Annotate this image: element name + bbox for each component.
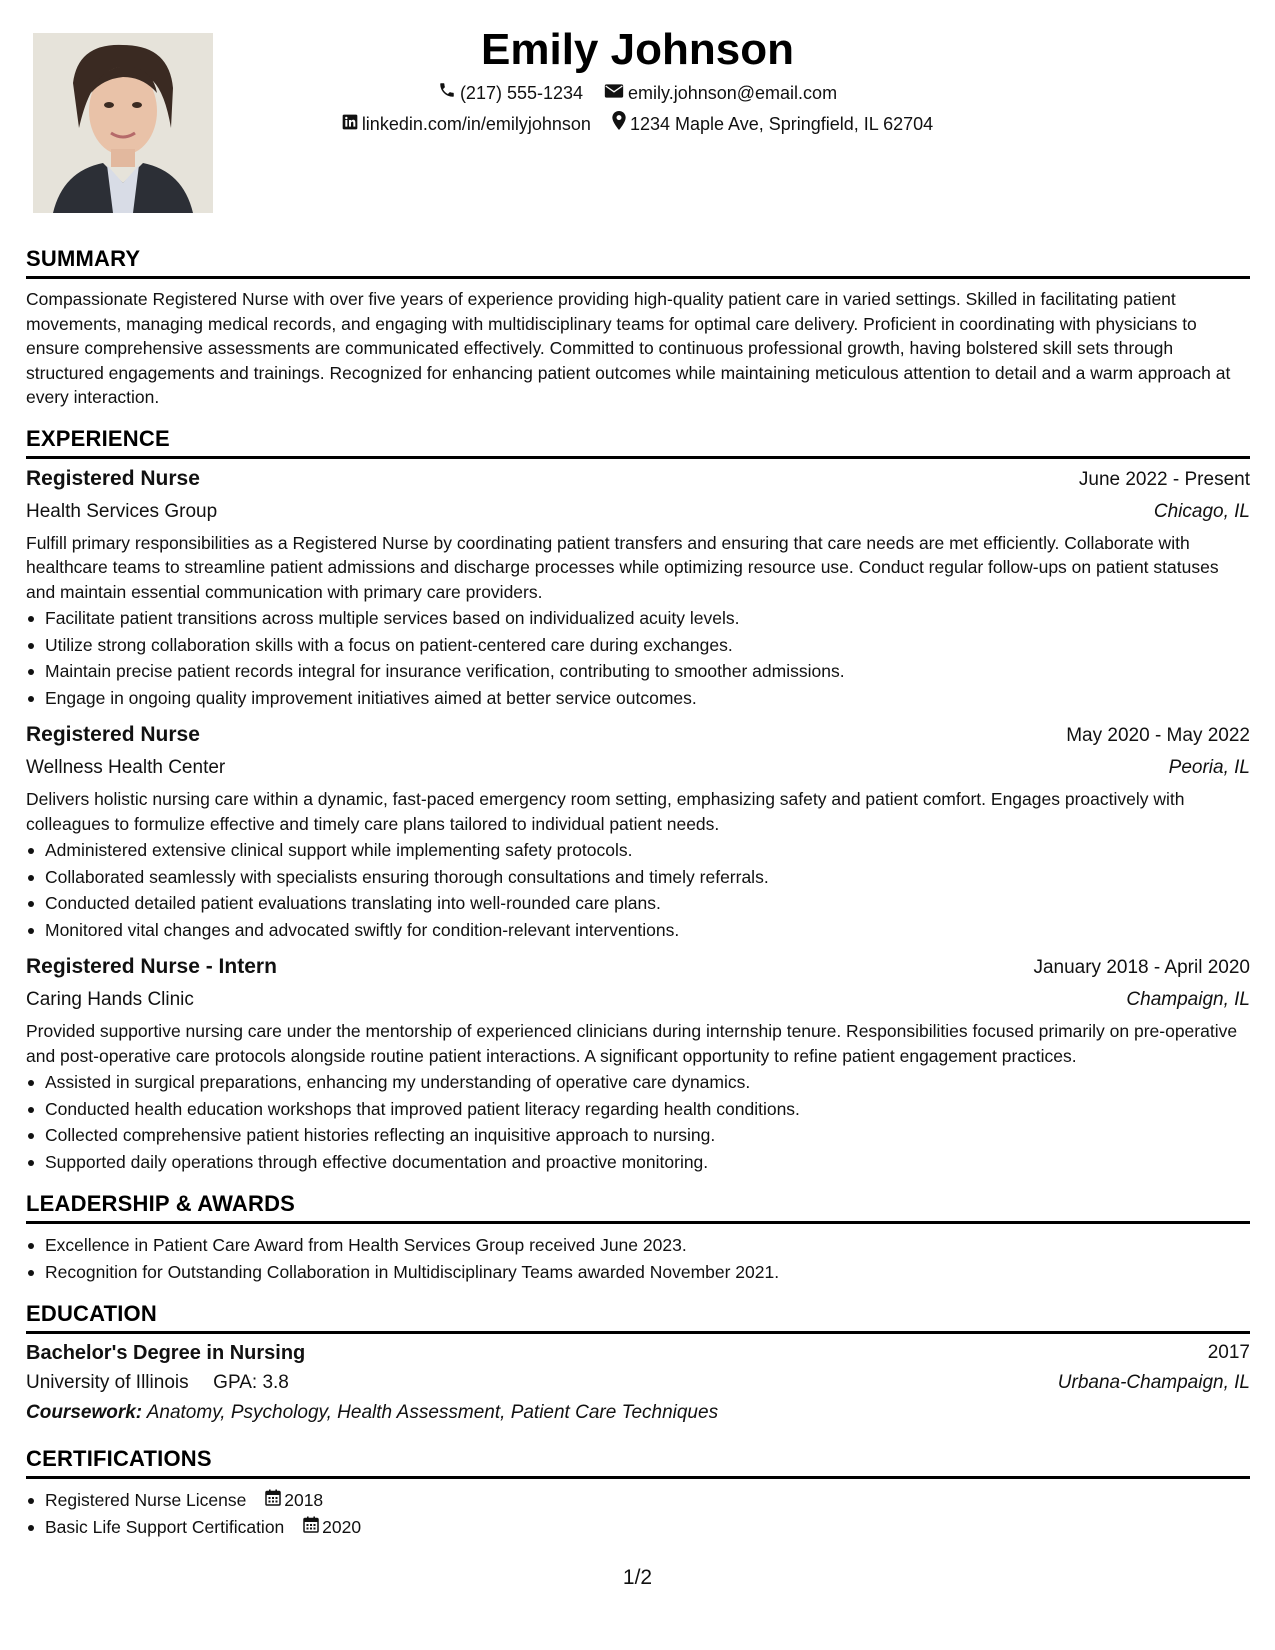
summary-section bbox=[26, 244, 1250, 410]
job-company: Health Services Group bbox=[26, 500, 218, 522]
envelope-icon bbox=[604, 78, 628, 109]
list-item: Collected comprehensive patient histories reflecting an inquisitive approach to nursing. bbox=[26, 1122, 1250, 1149]
street-address: 1234 Maple Ave, Springfield, IL 62704 bbox=[629, 114, 934, 134]
job-location: Peoria, IL bbox=[1168, 757, 1250, 778]
school-location: Urbana-Champaign, IL bbox=[1057, 1372, 1250, 1393]
coursework-list: Anatomy, Psychology, Health Assessment, Patient Care Techniques bbox=[146, 1402, 719, 1423]
experience-section bbox=[26, 424, 1250, 1176]
job-title: Registered Nurse bbox=[26, 723, 200, 746]
section-title-experience: EXPERIENCE bbox=[26, 425, 170, 451]
list-item: Conducted detailed patient evaluations translating into well-rounded care plans. bbox=[26, 890, 1250, 917]
certification-year: 2020 bbox=[322, 1516, 362, 1537]
job-bullets bbox=[26, 605, 1250, 711]
section-divider bbox=[26, 456, 1250, 459]
coursework-label: Coursework: bbox=[26, 1402, 143, 1423]
section-divider bbox=[26, 1331, 1250, 1334]
contact-line-1 bbox=[0, 78, 1275, 109]
certifications-section bbox=[26, 1444, 1250, 1540]
resume-header bbox=[0, 22, 1275, 140]
job-company: Wellness Health Center bbox=[26, 757, 226, 778]
page-number: 1/2 bbox=[622, 1566, 653, 1589]
certification-name: Basic Life Support Certification bbox=[45, 1516, 285, 1537]
awards-section bbox=[26, 1189, 1250, 1285]
job-title: Registered Nurse bbox=[26, 466, 200, 490]
list-item: Administered extensive clinical support while implementing safety protocols. bbox=[26, 837, 1250, 864]
section-title-summary: SUMMARY bbox=[26, 246, 141, 271]
email-address[interactable]: emily.johnson@email.com bbox=[628, 83, 838, 103]
linkedin-contact[interactable] bbox=[342, 109, 591, 140]
list-item bbox=[26, 1514, 1250, 1541]
section-divider bbox=[26, 1221, 1250, 1224]
list-item: Recognition for Outstanding Collaboration in Multidisciplinary Teams awarded November 2021. bbox=[26, 1259, 1250, 1286]
summary-text: Compassionate Registered Nurse with over five years of experience providing high-quality patient care in varied settings. Skilled in facilitating patient movements, managing medical records, and engaging with multidisciplinary teams for optimal care delivery. Proficient in coordinating with physicians to ensure comprehensive assessments are communicated effectively. Committed to continuous professional growth, having bolstered skill sets through structured engagements and trainings. Recognized for enhancing patient outcomes while maintaining meticulous attention to detail and a warm approach at every interaction. bbox=[26, 289, 1231, 407]
list-item: Collaborated seamlessly with specialists ensuring thorough consultations and timely referrals. bbox=[26, 864, 1250, 891]
candidate-name: Emily Johnson bbox=[481, 25, 794, 74]
list-item: Conducted health education workshops that improved patient literacy regarding health conditions. bbox=[26, 1096, 1250, 1123]
certification-name: Registered Nurse License bbox=[45, 1490, 247, 1510]
job-bullets bbox=[26, 1069, 1250, 1175]
gpa: GPA: 3.8 bbox=[213, 1372, 289, 1393]
job-description: Delivers holistic nursing care within a dynamic, fast-paced emergency room setting, emphasizing safety and patient comfort. Engages proactively with colleagues to formulize effective and timely care plans tailored to individual patient needs. bbox=[26, 789, 1185, 834]
contact-line-2 bbox=[0, 109, 1275, 140]
job-dates: June 2022 - Present bbox=[1078, 468, 1250, 490]
job-location: Chicago, IL bbox=[1153, 500, 1250, 522]
coursework bbox=[26, 1398, 1250, 1428]
calendar-icon bbox=[265, 1487, 284, 1514]
section-divider bbox=[26, 1476, 1250, 1479]
linkedin-url[interactable]: linkedin.com/in/emilyjohnson bbox=[361, 114, 591, 134]
list-item: Engage in ongoing quality improvement initiatives aimed at better service outcomes. bbox=[26, 685, 1250, 712]
list-item: Facilitate patient transitions across multiple services based on individualized acuity levels. bbox=[26, 605, 1250, 632]
job-dates: May 2020 - May 2022 bbox=[1066, 725, 1250, 746]
graduation-year: 2017 bbox=[1207, 1342, 1250, 1363]
list-item: Supported daily operations through effective documentation and proactive monitoring. bbox=[26, 1149, 1250, 1176]
job-bullets bbox=[26, 837, 1250, 943]
awards-list bbox=[26, 1232, 1250, 1285]
list-item: Utilize strong collaboration skills with a focus on patient-centered care during exchanges. bbox=[26, 632, 1250, 659]
job-entry bbox=[26, 951, 1250, 1175]
phone-icon bbox=[438, 78, 460, 109]
list-item: Assisted in surgical preparations, enhancing my understanding of operative care dynamics. bbox=[26, 1069, 1250, 1096]
education-section bbox=[26, 1299, 1250, 1428]
address-contact bbox=[612, 109, 933, 140]
job-dates: January 2018 - April 2020 bbox=[1033, 957, 1250, 978]
list-item: Monitored vital changes and advocated swiftly for condition-relevant interventions. bbox=[26, 917, 1250, 944]
location-pin-icon bbox=[612, 109, 630, 140]
job-company: Caring Hands Clinic bbox=[26, 989, 194, 1010]
resume-body bbox=[26, 244, 1250, 1540]
job-entry bbox=[26, 719, 1250, 943]
certification-year: 2018 bbox=[284, 1490, 324, 1510]
section-divider bbox=[26, 276, 1250, 279]
certifications-list bbox=[26, 1487, 1250, 1540]
degree-title: Bachelor's Degree in Nursing bbox=[26, 1342, 306, 1364]
job-entry bbox=[26, 463, 1250, 712]
job-title: Registered Nurse - Intern bbox=[26, 955, 277, 978]
phone-contact bbox=[438, 78, 583, 109]
job-location: Champaign, IL bbox=[1126, 989, 1250, 1010]
section-title-education: EDUCATION bbox=[26, 1301, 157, 1326]
list-item: Maintain precise patient records integral for insurance verification, contributing to smoother admissions. bbox=[26, 658, 1250, 685]
job-description: Fulfill primary responsibilities as a Registered Nurse by coordinating patient transfers and ensuring that care needs are met efficiently. Collaborate with healthcare teams to streamline patient admissions and discharge processes while optimizing resource use. Conduct regular follow-ups on patient statuses and maintain essential communication with primary care providers. bbox=[26, 532, 1219, 602]
job-description: Provided supportive nursing care under the mentorship of experienced clinicians during internship tenure. Responsibilities focused primarily on pre-operative and post-operative care protocols alongside routine patient interactions. A significant opportunity to refine patient engagement practices. bbox=[26, 1021, 1238, 1066]
section-title-awards: LEADERSHIP & AWARDS bbox=[26, 1191, 296, 1216]
calendar-icon bbox=[303, 1514, 322, 1541]
section-title-certifications: CERTIFICATIONS bbox=[26, 1446, 212, 1471]
school-name: University of Illinois bbox=[26, 1372, 189, 1393]
list-item: Excellence in Patient Care Award from Health Services Group received June 2023. bbox=[26, 1232, 1250, 1259]
list-item bbox=[26, 1487, 1250, 1514]
email-contact[interactable] bbox=[604, 78, 837, 109]
linkedin-icon bbox=[342, 109, 362, 140]
phone-number: (217) 555-1234 bbox=[459, 83, 584, 103]
